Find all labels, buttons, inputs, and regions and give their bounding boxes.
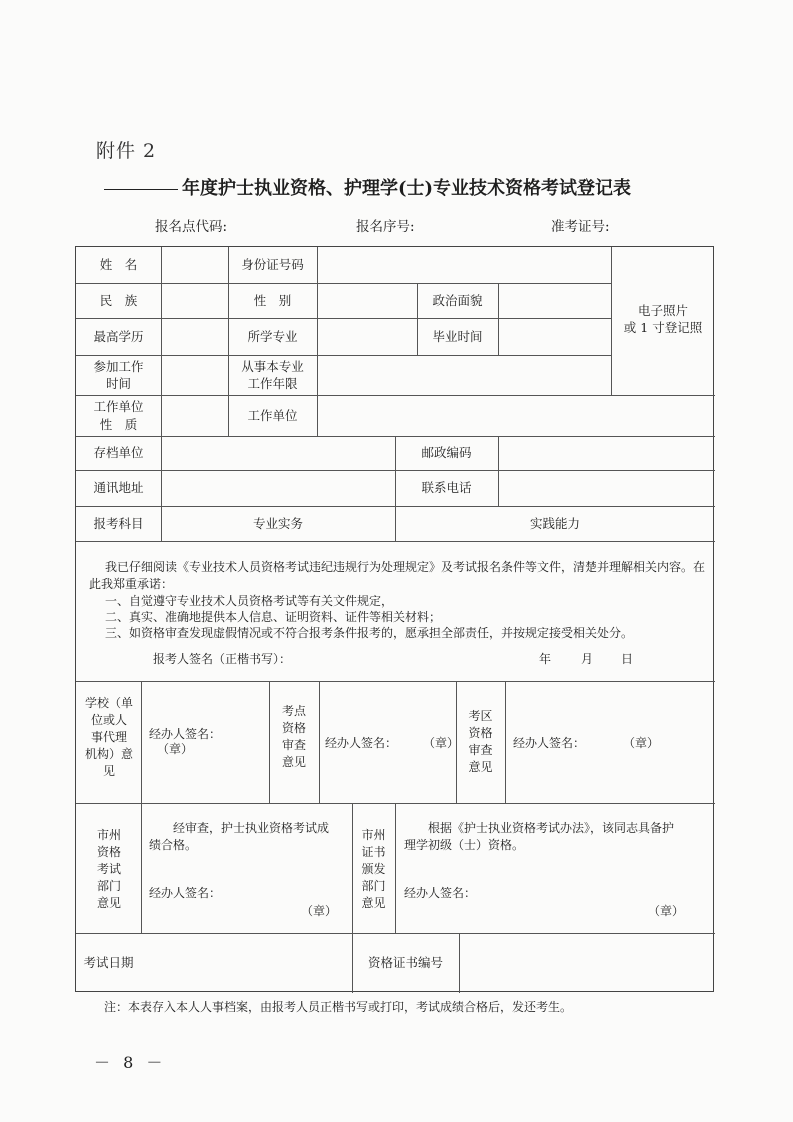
declaration-item3: 三、如资格审查发现虚假情况或不符合报考条件报考的，愿承担全部责任，并按规定接受相关处分。 xyxy=(105,626,634,640)
title-text: 年度护士执业资格、护理学(士)专业技术资格考试登记表 xyxy=(182,178,632,199)
year-blank xyxy=(104,189,178,190)
years-label xyxy=(228,355,317,395)
subjects-label: 报考科目 xyxy=(93,515,144,531)
subject-practice[interactable]: 专业实务 xyxy=(252,515,303,531)
site-handler-label: 经办人签名： xyxy=(325,736,398,750)
photo-label-line1: 电子照片 xyxy=(637,302,688,318)
applicant-sign-label: 报考人签名（正楷书写）： xyxy=(153,652,292,666)
gender-label: 性 别 xyxy=(253,292,292,308)
archive-unit-field[interactable] xyxy=(161,436,395,470)
declaration-intro: 我已仔细阅读《专业技术人员资格考试违纪违规行为处理规定》及考试报名条件等文件，清楚并理解相关内容。在 xyxy=(105,560,706,574)
declaration-item2: 二、真实、准确地提供本人信息、证明资料、证件等相关材料； xyxy=(105,610,442,624)
postcode-field[interactable] xyxy=(498,436,715,470)
page-title xyxy=(104,174,631,200)
attachment-label: 附件 2 xyxy=(96,140,157,162)
admission-no-label: 准考证号: xyxy=(551,219,610,235)
political-status-label: 政治面貌 xyxy=(432,292,483,308)
major-field[interactable] xyxy=(317,318,417,355)
grad-time-label: 毕业时间 xyxy=(432,328,483,344)
exam-dept-label: 市州 资格 考试 部门 意见 xyxy=(96,828,121,910)
declaration-intro2: 此我郑重承诺： xyxy=(89,577,174,591)
exam-opinion-line1: 经审查，护士执业资格考试成 xyxy=(173,821,330,835)
cert-no-label: 资格证书编号 xyxy=(367,955,443,971)
unit-nature-line2: 性 质 xyxy=(99,416,138,432)
district-review-label: 考区 资格 审查 意见 xyxy=(468,709,493,774)
exam-seal: （章） xyxy=(301,904,338,918)
work-start-line2: 时间 xyxy=(105,376,131,391)
exam-date-field[interactable] xyxy=(141,933,352,993)
major-label: 所学专业 xyxy=(247,328,298,344)
work-unit-label: 工作单位 xyxy=(247,407,298,423)
years-line1: 从事本专业 xyxy=(241,358,304,374)
postcode-label: 邮政编码 xyxy=(421,445,472,461)
page-number: － 8 － xyxy=(94,1053,167,1072)
ethnicity-field[interactable] xyxy=(161,283,228,318)
declaration-item1: 一、自觉遵守专业技术人员资格考试等有关文件规定， xyxy=(105,594,394,608)
name-field[interactable] xyxy=(161,247,228,283)
date-year: 年 xyxy=(539,652,552,666)
education-field[interactable] xyxy=(161,318,228,355)
education-label: 最高学历 xyxy=(93,328,144,344)
cert-seal: （章） xyxy=(648,904,685,918)
unit-nature-line1: 工作单位 xyxy=(93,399,144,414)
unit-nature-field[interactable] xyxy=(161,395,228,436)
cert-opinion-line1: 根据《护士执业资格考试办法》，该同志具备护 xyxy=(428,821,675,835)
id-number-field[interactable] xyxy=(317,247,611,283)
school-opinion-label: 学校（单 位或人 事代理 机构）意 见 xyxy=(84,696,133,778)
work-unit-field[interactable] xyxy=(317,395,715,436)
school-handler-label: 经办人签名： xyxy=(149,727,222,741)
serial-no-label: 报名序号: xyxy=(356,219,415,235)
photo-area[interactable] xyxy=(611,283,715,355)
subject-ability[interactable]: 实践能力 xyxy=(529,515,580,531)
phone-field[interactable] xyxy=(498,470,715,506)
years-line2: 工作年限 xyxy=(247,376,298,391)
site-code-label: 报名点代码: xyxy=(155,219,228,235)
work-start-line1: 参加工作 xyxy=(93,358,144,374)
date-month: 月 xyxy=(581,652,594,666)
political-status-field[interactable] xyxy=(498,283,611,318)
school-seal: （章） xyxy=(157,742,194,756)
ethnicity-label: 民 族 xyxy=(99,292,138,308)
gender-field[interactable] xyxy=(317,283,417,318)
work-start-field[interactable] xyxy=(161,355,228,395)
district-seal: （章） xyxy=(623,736,660,750)
date-day: 日 xyxy=(621,652,634,666)
exam-date-label: 考试日期 xyxy=(83,955,134,971)
name-label: 姓 名 xyxy=(99,257,138,273)
cert-opinion-line2: 理学初级（士）资格。 xyxy=(404,838,525,852)
site-review-label: 考点 资格 审查 意见 xyxy=(281,704,306,769)
registration-form xyxy=(75,246,714,992)
grad-time-field[interactable] xyxy=(498,318,611,355)
years-field[interactable] xyxy=(317,355,611,395)
id-number-label: 身份证号码 xyxy=(241,257,304,273)
work-start-label xyxy=(76,355,161,395)
phone-label: 联系电话 xyxy=(421,480,472,496)
site-seal: （章） xyxy=(423,736,460,750)
cert-no-field[interactable] xyxy=(459,933,715,993)
cert-handler-label: 经办人签名： xyxy=(404,886,477,900)
cert-dept-label: 市州 证书 颁发 部门 意见 xyxy=(361,828,386,910)
exam-handler-label: 经办人签名： xyxy=(149,886,222,900)
exam-opinion-line2: 绩合格。 xyxy=(149,838,198,852)
archive-unit-label: 存档单位 xyxy=(93,445,144,461)
district-handler-label: 经办人签名： xyxy=(513,736,586,750)
address-label: 通讯地址 xyxy=(93,480,144,496)
unit-nature-label xyxy=(76,395,161,436)
address-field[interactable] xyxy=(161,470,395,506)
photo-label-line2: 或 1 寸登记照 xyxy=(623,320,703,335)
footnote: 注：本表存入本人人事档案，由报考人员正楷书写或打印，考试成绩合格后，发还考生。 xyxy=(104,1000,573,1014)
